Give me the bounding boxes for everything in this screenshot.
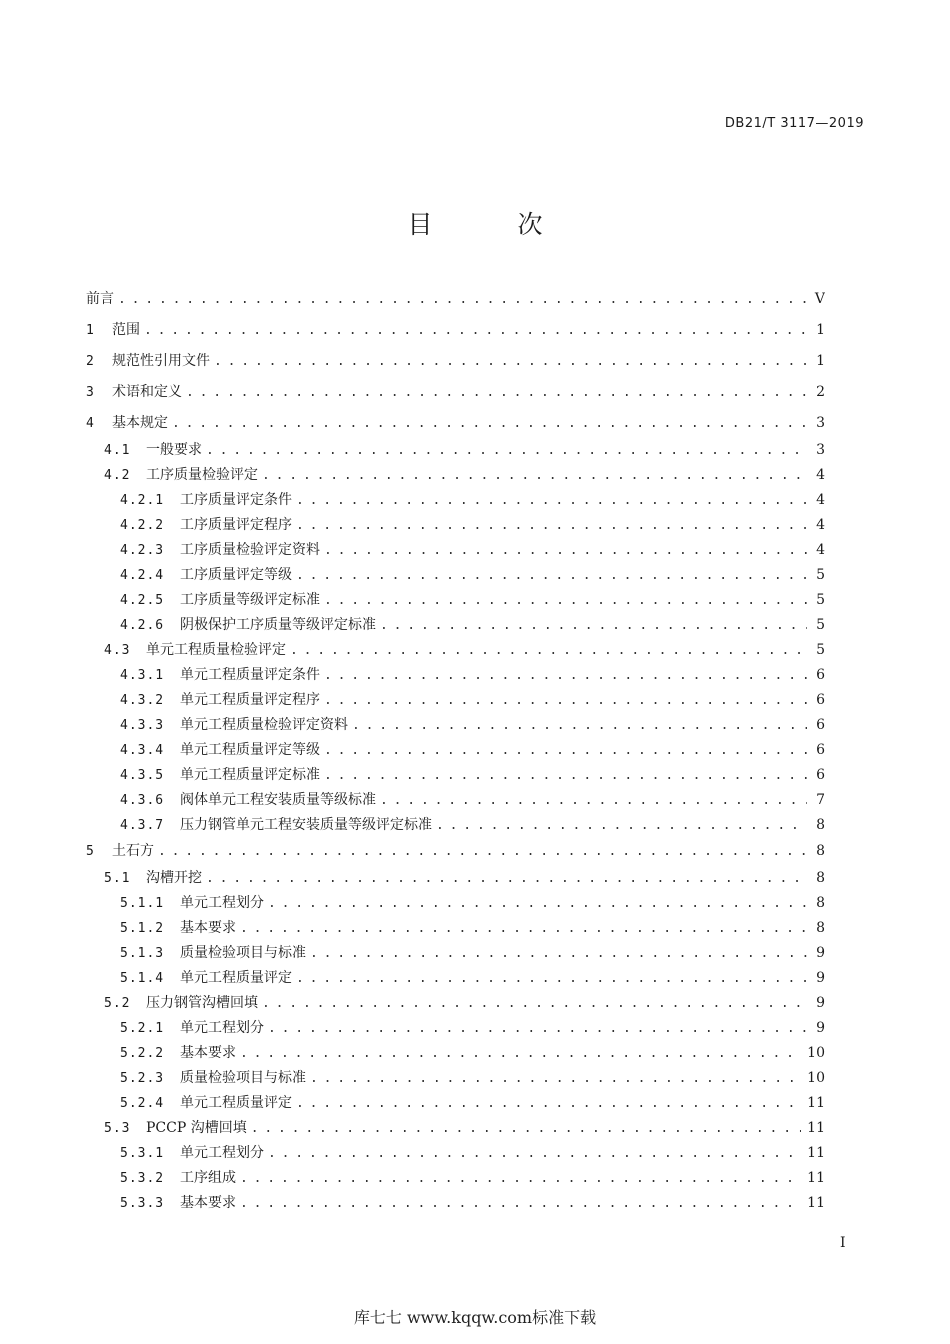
toc-entry-page: 3 (816, 442, 825, 458)
toc-leader-dots (172, 411, 807, 437)
toc-leader-dots (324, 664, 807, 688)
toc-leader-dots (240, 1167, 801, 1191)
toc-entry-number: 4.3.1 (120, 668, 165, 683)
toc-entry[interactable] (86, 379, 825, 410)
toc-entry-label: PCCP 沟槽回填 (146, 1120, 247, 1136)
footer-watermark: 库七七 www.kqqw.com标准下载 (353, 1308, 597, 1327)
toc-entry[interactable] (86, 1041, 825, 1066)
toc-entry-label: 工序组成 (180, 1170, 236, 1186)
toc-entry-number: 5.1 (104, 871, 131, 886)
toc-entry-page: 8 (816, 817, 825, 833)
toc-entry-number: 4.3.7 (120, 818, 165, 833)
toc-entry[interactable] (86, 488, 825, 513)
toc-entry-number: 5.2.2 (120, 1046, 165, 1061)
toc-leader-dots (290, 639, 807, 663)
toc-entry[interactable] (86, 941, 825, 966)
toc-entry[interactable] (86, 866, 825, 891)
toc-entry-page: 6 (816, 667, 825, 683)
toc-entry-label: 阀体单元工程安装质量等级标准 (180, 792, 376, 808)
toc-entry-page: 5 (816, 567, 825, 583)
toc-entry[interactable] (86, 813, 825, 838)
toc-leader-dots (206, 439, 807, 463)
toc-leader-dots (186, 380, 807, 406)
toc-entry-page: 6 (816, 717, 825, 733)
toc-leader-dots (262, 992, 807, 1016)
toc-entry[interactable] (86, 563, 825, 588)
toc-leader-dots (310, 942, 807, 966)
toc-entry-label: 土石方 (112, 843, 154, 859)
toc-entry-label: 单元工程质量评定等级 (180, 742, 320, 758)
toc-entry-number: 5.3.3 (120, 1196, 165, 1211)
standard-code: DB21/T 3117—2019 (724, 116, 864, 131)
toc-entry-page: 4 (816, 467, 825, 483)
toc-entry[interactable] (86, 348, 825, 379)
toc-leader-dots (296, 489, 807, 513)
toc-entry[interactable] (86, 966, 825, 991)
toc-entry-number: 4.2.4 (120, 568, 165, 583)
toc-entry-number: 2 (86, 354, 95, 369)
toc-entry-label: 单元工程质量评定 (180, 1095, 292, 1111)
table-of-contents (86, 286, 825, 1216)
toc-entry-number: 3 (86, 385, 95, 400)
toc-entry-number: 4.3.3 (120, 718, 165, 733)
toc-entry-page: 9 (816, 970, 825, 986)
toc-entry-page: 10 (807, 1070, 825, 1086)
toc-entry-page: 1 (816, 353, 825, 369)
toc-entry-page: 11 (807, 1120, 825, 1136)
toc-entry-page: 11 (807, 1095, 825, 1111)
toc-leader-dots (240, 917, 807, 941)
toc-entry[interactable] (86, 613, 825, 638)
toc-entry-page: 4 (816, 542, 825, 558)
toc-entry-number: 4.2.1 (120, 493, 165, 508)
toc-entry[interactable] (86, 663, 825, 688)
toc-leader-dots (251, 1117, 801, 1141)
toc-entry-label: 前言 (86, 291, 114, 307)
toc-entry-label: 压力钢管沟槽回填 (146, 995, 258, 1011)
toc-entry-label: 单元工程划分 (180, 1145, 264, 1161)
toc-leader-dots (262, 464, 807, 488)
toc-leader-dots (206, 867, 807, 891)
toc-entry-number: 4.3 (104, 643, 131, 658)
toc-leader-dots (268, 1017, 807, 1041)
toc-entry-page: 11 (807, 1145, 825, 1161)
toc-entry-number: 4.3.6 (120, 793, 165, 808)
toc-entry-page: 8 (816, 895, 825, 911)
toc-leader-dots (352, 714, 807, 738)
toc-entry-number: 5.1.2 (120, 921, 165, 936)
toc-entry-label: 工序质量评定程序 (180, 517, 292, 533)
toc-entry-number: 5.2 (104, 996, 131, 1011)
toc-entry[interactable] (86, 1141, 825, 1166)
toc-entry[interactable] (86, 891, 825, 916)
toc-entry[interactable] (86, 1166, 825, 1191)
toc-leader-dots (268, 1142, 801, 1166)
toc-leader-dots (324, 739, 807, 763)
toc-entry-page: 3 (816, 415, 825, 431)
toc-entry-label: 压力钢管单元工程安装质量等级评定标准 (180, 817, 432, 833)
toc-entry-page: 2 (816, 384, 825, 400)
toc-entry-number: 4.3.5 (120, 768, 165, 783)
toc-entry-label: 工序质量等级评定标准 (180, 592, 320, 608)
toc-entry-number: 5 (86, 844, 95, 859)
toc-entry[interactable] (86, 763, 825, 788)
toc-entry-label: 术语和定义 (112, 384, 182, 400)
toc-entry[interactable] (86, 286, 825, 317)
toc-entry-label: 基本要求 (180, 1045, 236, 1061)
toc-entry-page: 9 (816, 995, 825, 1011)
toc-entry-label: 规范性引用文件 (112, 353, 210, 369)
toc-entry-number: 5.1.1 (120, 896, 165, 911)
toc-entry-label: 单元工程质量评定条件 (180, 667, 320, 683)
toc-entry-label: 单元工程质量检验评定资料 (180, 717, 348, 733)
toc-entry[interactable] (86, 1066, 825, 1091)
toc-leader-dots (380, 614, 807, 638)
toc-entry-label: 工序质量检验评定资料 (180, 542, 320, 558)
toc-entry-page: 8 (816, 843, 825, 859)
toc-entry-page: 5 (816, 592, 825, 608)
toc-entry-label: 单元工程质量评定 (180, 970, 292, 986)
toc-entry-number: 5.2.1 (120, 1021, 165, 1036)
toc-entry-label: 单元工程质量检验评定 (146, 642, 286, 658)
toc-entry[interactable] (86, 713, 825, 738)
toc-entry-label: 工序质量评定条件 (180, 492, 292, 508)
toc-entry[interactable] (86, 513, 825, 538)
toc-leader-dots (324, 539, 807, 563)
toc-entry-label: 质量检验项目与标准 (180, 1070, 306, 1086)
toc-leader-dots (144, 318, 807, 344)
toc-entry-page: 11 (807, 1170, 825, 1186)
toc-entry[interactable] (86, 317, 825, 348)
toc-entry-page: 1 (816, 322, 825, 338)
toc-entry-number: 4.3.4 (120, 743, 165, 758)
toc-entry-page: 9 (816, 945, 825, 961)
toc-entry-label: 基本规定 (112, 415, 168, 431)
toc-leader-dots (118, 287, 807, 313)
toc-leader-dots (214, 349, 807, 375)
toc-entry-label: 单元工程划分 (180, 895, 264, 911)
toc-entry-page: 8 (816, 920, 825, 936)
toc-leader-dots (296, 514, 807, 538)
toc-entry[interactable] (86, 788, 825, 813)
toc-leader-dots (310, 1067, 801, 1091)
toc-entry-number: 4.2.2 (120, 518, 165, 533)
toc-entry-label: 单元工程质量评定程序 (180, 692, 320, 708)
toc-entry[interactable] (86, 538, 825, 563)
page-title: 目 次 (407, 210, 573, 239)
toc-entry-number: 5.3.2 (120, 1171, 165, 1186)
toc-entry-label: 单元工程质量评定标准 (180, 767, 320, 783)
toc-leader-dots (240, 1042, 801, 1066)
toc-entry-number: 5.3.1 (120, 1146, 165, 1161)
toc-entry-label: 工序质量检验评定 (146, 467, 258, 483)
toc-entry-page: 4 (816, 492, 825, 508)
toc-entry-label: 范围 (112, 322, 140, 338)
toc-entry[interactable] (86, 738, 825, 763)
toc-leader-dots (268, 892, 807, 916)
toc-entry-label: 阴极保护工序质量等级评定标准 (180, 617, 376, 633)
toc-leader-dots (380, 789, 807, 813)
toc-entry-number: 5.2.4 (120, 1096, 165, 1111)
toc-entry-number: 5.2.3 (120, 1071, 165, 1086)
toc-entry-page: 6 (816, 767, 825, 783)
toc-leader-dots (158, 839, 807, 865)
toc-entry-page: 6 (816, 742, 825, 758)
toc-leader-dots (324, 764, 807, 788)
toc-leader-dots (296, 1092, 801, 1116)
toc-entry[interactable] (86, 638, 825, 663)
toc-entry-label: 基本要求 (180, 920, 236, 936)
toc-entry[interactable] (86, 438, 825, 463)
toc-entry-number: 4.2.3 (120, 543, 165, 558)
toc-entry-label: 工序质量评定等级 (180, 567, 292, 583)
toc-entry-number: 4.3.2 (120, 693, 165, 708)
toc-leader-dots (296, 564, 807, 588)
toc-entry[interactable] (86, 1091, 825, 1116)
toc-leader-dots (324, 589, 807, 613)
toc-entry-label: 基本要求 (180, 1195, 236, 1211)
toc-entry-page: 8 (816, 870, 825, 886)
toc-entry-number: 4 (86, 416, 95, 431)
toc-entry-number: 5.1.4 (120, 971, 165, 986)
toc-entry-page: 6 (816, 692, 825, 708)
toc-leader-dots (296, 967, 807, 991)
toc-entry-page: 4 (816, 517, 825, 533)
toc-entry-page: 11 (807, 1195, 825, 1211)
toc-entry[interactable] (86, 838, 825, 869)
toc-entry-page: V (814, 291, 825, 307)
toc-entry[interactable] (86, 916, 825, 941)
toc-leader-dots (240, 1192, 801, 1216)
toc-entry-label: 沟槽开挖 (146, 870, 202, 886)
toc-entry-label: 单元工程划分 (180, 1020, 264, 1036)
toc-entry[interactable] (86, 588, 825, 613)
toc-entry-page: 7 (816, 792, 825, 808)
toc-entry-number: 4.2 (104, 468, 131, 483)
toc-entry-number: 5.3 (104, 1121, 131, 1136)
toc-entry[interactable] (86, 410, 825, 441)
toc-leader-dots (436, 814, 807, 838)
toc-entry[interactable] (86, 1191, 825, 1216)
toc-entry-number: 4.2.6 (120, 618, 165, 633)
toc-entry-number: 4.2.5 (120, 593, 165, 608)
toc-entry-number: 5.1.3 (120, 946, 165, 961)
toc-entry-page: 10 (807, 1045, 825, 1061)
toc-entry-label: 质量检验项目与标准 (180, 945, 306, 961)
toc-entry-label: 一般要求 (146, 442, 202, 458)
toc-entry[interactable] (86, 688, 825, 713)
toc-entry-page: 9 (816, 1020, 825, 1036)
toc-entry[interactable] (86, 991, 825, 1016)
toc-entry-number: 1 (86, 323, 95, 338)
toc-entry[interactable] (86, 1116, 825, 1141)
toc-entry[interactable] (86, 1016, 825, 1041)
toc-entry-page: 5 (816, 617, 825, 633)
page-number: I (840, 1235, 846, 1251)
toc-entry-page: 5 (816, 642, 825, 658)
toc-leader-dots (324, 689, 807, 713)
toc-entry[interactable] (86, 463, 825, 488)
toc-entry-number: 4.1 (104, 443, 131, 458)
